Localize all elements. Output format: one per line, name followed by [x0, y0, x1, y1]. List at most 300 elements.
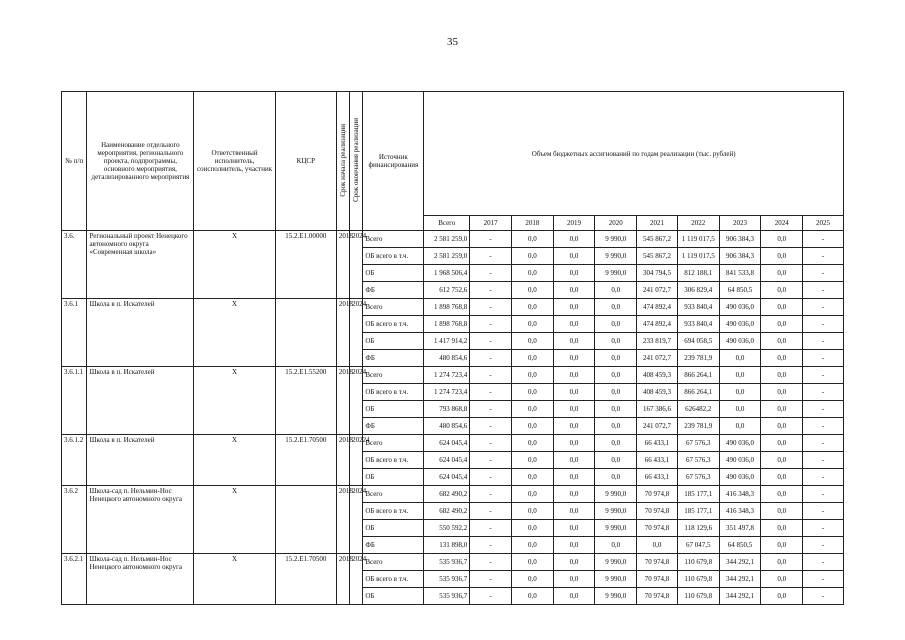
row-value: 0,0 — [511, 248, 553, 265]
row-source: ОБ — [363, 333, 424, 350]
row-value: 545 867,2 — [637, 248, 678, 265]
row-value: 0,0 — [511, 503, 553, 520]
row-value: 0,0 — [553, 401, 595, 418]
row-value: 0,0 — [595, 299, 637, 316]
row-name: Школа в п. Искателей — [87, 299, 194, 367]
row-value: - — [470, 520, 512, 537]
row-value: - — [470, 537, 512, 554]
row-value: 0,0 — [553, 333, 595, 350]
row-value: 0,0 — [511, 554, 553, 571]
row-value: 535 936,7 — [424, 571, 470, 588]
row-value: 682 490,2 — [424, 486, 470, 503]
row-value: 66 433,1 — [637, 452, 678, 469]
header-num: № п/п — [62, 92, 87, 231]
row-end: 2024 — [350, 554, 363, 605]
row-value: 624 045,4 — [424, 469, 470, 486]
row-value: 0,0 — [595, 418, 637, 435]
row-value: 0,0 — [719, 418, 761, 435]
row-source: ОБ всего в т.ч. — [363, 384, 424, 401]
row-value: - — [470, 316, 512, 333]
row-value: - — [470, 435, 512, 452]
row-value: 490 036,0 — [719, 469, 761, 486]
header-name: Наименование отдельного мероприятия, регионального проекта, подпрограммы, основного мероприятия, детализированного мероприятия — [87, 92, 194, 231]
row-value: 0,0 — [553, 384, 595, 401]
row-value: - — [470, 486, 512, 503]
row-value: 9 990,0 — [595, 486, 637, 503]
row-value: 185 177,1 — [677, 486, 719, 503]
row-value: - — [470, 350, 512, 367]
header-end — [350, 92, 363, 231]
header-source: Источник финансирования — [363, 92, 424, 231]
row-value: 66 433,1 — [637, 469, 678, 486]
row-value: 0,0 — [511, 452, 553, 469]
row-value: 0,0 — [511, 350, 553, 367]
row-value: - — [803, 554, 844, 571]
row-source: ОБ — [363, 588, 424, 605]
row-kcsr: 15.2.E1.55200 — [275, 367, 336, 435]
row-value: - — [803, 435, 844, 452]
header-year: 2025 — [803, 216, 844, 231]
row-value: - — [803, 350, 844, 367]
row-start: 2018 — [336, 367, 349, 435]
row-value: 241 072,7 — [637, 418, 678, 435]
row-value: 0,0 — [553, 520, 595, 537]
row-end: 2024 — [350, 231, 363, 299]
header-year: 2023 — [719, 216, 761, 231]
row-value: 233 819,7 — [637, 333, 678, 350]
row-number: 3.6.1 — [62, 299, 87, 367]
row-value: - — [803, 537, 844, 554]
row-value: 1 898 768,8 — [424, 316, 470, 333]
header-volume: Объем бюджетных ассигнований по годам реализации (тыс. рублей) — [424, 92, 844, 216]
row-start: 2018 — [336, 435, 349, 486]
row-value: 474 892,4 — [637, 316, 678, 333]
row-kcsr: 15.2.E1.70500 — [275, 435, 336, 486]
row-value: 0,0 — [595, 316, 637, 333]
row-value: 70 974,8 — [637, 571, 678, 588]
row-number: 3.6.1.1 — [62, 367, 87, 435]
header-year: 2021 — [637, 216, 678, 231]
row-source: Всего — [363, 486, 424, 503]
budget-table — [61, 91, 844, 605]
row-value: 612 752,6 — [424, 282, 470, 299]
row-value: 0,0 — [553, 588, 595, 605]
table-row — [62, 435, 844, 452]
row-end: 2024 — [350, 299, 363, 367]
row-value: 0,0 — [761, 248, 803, 265]
row-value: 351 497,8 — [719, 520, 761, 537]
row-value: - — [470, 248, 512, 265]
row-value: 0,0 — [511, 299, 553, 316]
row-executor: X — [194, 367, 275, 435]
row-value: 0,0 — [719, 350, 761, 367]
row-value: 480 854,6 — [424, 350, 470, 367]
row-kcsr: 15.2.E1.70500 — [275, 554, 336, 605]
row-value: 416 348,3 — [719, 503, 761, 520]
row-value: - — [470, 265, 512, 282]
header-year: 2017 — [470, 216, 512, 231]
row-value: - — [803, 384, 844, 401]
page-number: 35 — [447, 36, 458, 48]
row-value: 793 868,8 — [424, 401, 470, 418]
row-value: 0,0 — [761, 571, 803, 588]
row-value: 408 459,3 — [637, 367, 678, 384]
row-value: 70 974,8 — [637, 588, 678, 605]
row-start: 2018 — [336, 554, 349, 605]
row-value: 0,0 — [761, 537, 803, 554]
row-value: 131 898,0 — [424, 537, 470, 554]
row-value: 490 036,0 — [719, 316, 761, 333]
row-value: 70 974,8 — [637, 554, 678, 571]
row-value: 626482,2 — [677, 401, 719, 418]
row-value: 0,0 — [761, 554, 803, 571]
row-kcsr — [275, 486, 336, 554]
row-name: Школа в п. Искателей — [87, 367, 194, 435]
row-value: 0,0 — [761, 350, 803, 367]
row-value: - — [470, 384, 512, 401]
row-value: 624 045,4 — [424, 452, 470, 469]
row-value: - — [470, 588, 512, 605]
row-value: - — [470, 299, 512, 316]
row-value: 933 840,4 — [677, 299, 719, 316]
row-value: - — [470, 282, 512, 299]
header-year: 2022 — [677, 216, 719, 231]
row-value: 0,0 — [553, 469, 595, 486]
row-value: - — [470, 571, 512, 588]
row-value: 0,0 — [761, 401, 803, 418]
header-year: 2018 — [511, 216, 553, 231]
table-row — [62, 231, 844, 248]
row-value: 0,0 — [511, 469, 553, 486]
row-start: 2018 — [336, 299, 349, 367]
row-value: - — [803, 265, 844, 282]
row-value: 480 854,6 — [424, 418, 470, 435]
row-value: 0,0 — [553, 248, 595, 265]
row-value: 0,0 — [553, 452, 595, 469]
row-value: - — [470, 452, 512, 469]
row-value: 0,0 — [595, 333, 637, 350]
row-value: 535 936,7 — [424, 554, 470, 571]
header-year: 2019 — [553, 216, 595, 231]
row-value: 344 292,1 — [719, 554, 761, 571]
header-year: Всего — [424, 216, 470, 231]
row-value: 0,0 — [553, 554, 595, 571]
row-source: ОБ — [363, 265, 424, 282]
row-value: 0,0 — [595, 537, 637, 554]
row-value: 866 264,1 — [677, 367, 719, 384]
row-value: 0,0 — [595, 469, 637, 486]
row-source: ФБ — [363, 418, 424, 435]
row-value: 0,0 — [761, 588, 803, 605]
row-value: 0,0 — [511, 588, 553, 605]
row-source: ФБ — [363, 282, 424, 299]
row-value: 550 592,2 — [424, 520, 470, 537]
row-value: 0,0 — [553, 350, 595, 367]
row-value: 906 384,3 — [719, 248, 761, 265]
row-start: 2018 — [336, 486, 349, 554]
row-value: 167 386,6 — [637, 401, 678, 418]
row-value: - — [803, 418, 844, 435]
row-value: 9 990,0 — [595, 554, 637, 571]
row-value: 344 292,1 — [719, 588, 761, 605]
header-end-text: Срок окончания реализации — [352, 118, 361, 202]
row-value: 9 990,0 — [595, 571, 637, 588]
row-value: 0,0 — [595, 282, 637, 299]
row-executor: X — [194, 435, 275, 486]
row-value: 841 533,8 — [719, 265, 761, 282]
row-value: 0,0 — [553, 231, 595, 248]
row-value: - — [470, 503, 512, 520]
row-value: 624 045,4 — [424, 435, 470, 452]
row-value: 344 292,1 — [719, 571, 761, 588]
row-value: 9 990,0 — [595, 520, 637, 537]
row-value: - — [803, 520, 844, 537]
row-source: ФБ — [363, 350, 424, 367]
table-row — [62, 554, 844, 571]
row-value: 0,0 — [511, 316, 553, 333]
row-value: 0,0 — [761, 367, 803, 384]
row-source: ОБ — [363, 469, 424, 486]
row-value: 1 898 768,8 — [424, 299, 470, 316]
row-value: 110 679,8 — [677, 588, 719, 605]
row-value: 0,0 — [511, 520, 553, 537]
row-value: - — [803, 469, 844, 486]
row-source: ОБ — [363, 520, 424, 537]
row-value: 0,0 — [595, 401, 637, 418]
row-value: 0,0 — [511, 537, 553, 554]
row-value: 304 794,5 — [637, 265, 678, 282]
row-value: 0,0 — [761, 452, 803, 469]
row-value: 0,0 — [761, 316, 803, 333]
row-value: 682 490,2 — [424, 503, 470, 520]
row-number: 3.6.1.2 — [62, 435, 87, 486]
row-source: ОБ всего в т.ч. — [363, 571, 424, 588]
header-start — [336, 92, 349, 231]
row-value: 185 177,1 — [677, 503, 719, 520]
row-value: 0,0 — [511, 418, 553, 435]
row-value: 2 581 259,0 — [424, 248, 470, 265]
row-value: 241 072,7 — [637, 282, 678, 299]
row-executor: X — [194, 299, 275, 367]
row-executor: X — [194, 231, 275, 299]
row-value: - — [803, 316, 844, 333]
row-value: 0,0 — [553, 503, 595, 520]
row-end: 20224 — [350, 435, 363, 486]
row-source: ОБ — [363, 401, 424, 418]
row-value: 64 850,5 — [719, 537, 761, 554]
row-value: 490 036,0 — [719, 452, 761, 469]
header-executor: Ответственный исполнитель, соисполнитель, участник — [194, 92, 275, 231]
row-value: 0,0 — [553, 265, 595, 282]
row-value: 535 936,7 — [424, 588, 470, 605]
row-executor: X — [194, 554, 275, 605]
row-value: - — [803, 486, 844, 503]
row-value: 1 119 017,5 — [677, 231, 719, 248]
row-value: - — [803, 299, 844, 316]
row-value: 866 264,1 — [677, 384, 719, 401]
row-value: 110 679,8 — [677, 554, 719, 571]
row-value: 0,0 — [511, 265, 553, 282]
row-value: 110 679,8 — [677, 571, 719, 588]
row-value: 0,0 — [595, 435, 637, 452]
row-value: 0,0 — [761, 435, 803, 452]
row-value: - — [803, 367, 844, 384]
row-value: 239 781,9 — [677, 418, 719, 435]
row-value: - — [803, 282, 844, 299]
row-value: 0,0 — [553, 299, 595, 316]
row-value: 0,0 — [761, 231, 803, 248]
row-value: 0,0 — [553, 282, 595, 299]
row-value: 474 892,4 — [637, 299, 678, 316]
row-executor: X — [194, 486, 275, 554]
row-value: 9 990,0 — [595, 503, 637, 520]
row-value: 64 850,5 — [719, 282, 761, 299]
row-value: 0,0 — [595, 384, 637, 401]
row-value: 70 974,8 — [637, 486, 678, 503]
row-value: 1 417 914,2 — [424, 333, 470, 350]
row-value: 0,0 — [553, 367, 595, 384]
row-number: 3.6.2 — [62, 486, 87, 554]
row-value: - — [803, 571, 844, 588]
row-source: ОБ всего в т.ч. — [363, 503, 424, 520]
row-value: 694 058,5 — [677, 333, 719, 350]
row-value: - — [803, 452, 844, 469]
row-source: ОБ всего в т.ч. — [363, 316, 424, 333]
row-value: 0,0 — [761, 469, 803, 486]
header-kcsr: КЦСР — [275, 92, 336, 231]
row-value: 0,0 — [553, 435, 595, 452]
header-year: 2020 — [595, 216, 637, 231]
row-source: Всего — [363, 367, 424, 384]
row-value: 0,0 — [595, 350, 637, 367]
row-value: 67 576,3 — [677, 469, 719, 486]
row-source: Всего — [363, 231, 424, 248]
row-source: Всего — [363, 554, 424, 571]
row-value: 2 581 259,0 — [424, 231, 470, 248]
row-value: - — [803, 588, 844, 605]
row-value: - — [803, 401, 844, 418]
row-value: 0,0 — [595, 367, 637, 384]
row-kcsr: 15.2.E1.00000 — [275, 231, 336, 299]
row-value: 545 867,2 — [637, 231, 678, 248]
row-value: - — [803, 248, 844, 265]
row-value: 812 188,1 — [677, 265, 719, 282]
row-value: 933 840,4 — [677, 316, 719, 333]
row-value: 0,0 — [511, 367, 553, 384]
row-value: - — [803, 333, 844, 350]
row-value: - — [803, 503, 844, 520]
row-value: 0,0 — [511, 571, 553, 588]
header-year: 2024 — [761, 216, 803, 231]
row-value: 0,0 — [511, 384, 553, 401]
row-value: 1 274 723,4 — [424, 384, 470, 401]
row-value: 0,0 — [511, 282, 553, 299]
row-name: Школа-сад п. Нельмин-Нос Ненецкого автономного округа — [87, 554, 194, 605]
row-value: - — [470, 401, 512, 418]
row-value: 0,0 — [719, 384, 761, 401]
row-name: Школа в п. Искателей — [87, 435, 194, 486]
row-source: Всего — [363, 435, 424, 452]
row-value: 0,0 — [553, 537, 595, 554]
row-value: - — [470, 231, 512, 248]
row-end: 2024 — [350, 486, 363, 554]
row-value: 241 072,7 — [637, 350, 678, 367]
row-value: 70 974,8 — [637, 520, 678, 537]
row-value: 67 576,3 — [677, 435, 719, 452]
table-row — [62, 299, 844, 316]
row-source: ОБ всего в т.ч. — [363, 452, 424, 469]
row-value: 0,0 — [553, 571, 595, 588]
row-value: 9 990,0 — [595, 248, 637, 265]
row-value: 490 036,0 — [719, 299, 761, 316]
row-value: 67 047,5 — [677, 537, 719, 554]
row-value: 9 990,0 — [595, 588, 637, 605]
row-value: 1 968 506,4 — [424, 265, 470, 282]
row-value: 66 433,1 — [637, 435, 678, 452]
row-value: 306 829,4 — [677, 282, 719, 299]
table-row — [62, 486, 844, 503]
row-value: 0,0 — [637, 537, 678, 554]
row-value: 118 129,6 — [677, 520, 719, 537]
row-value: - — [470, 469, 512, 486]
row-source: ФБ — [363, 537, 424, 554]
row-value: 0,0 — [761, 418, 803, 435]
row-value: 239 781,9 — [677, 350, 719, 367]
row-value: 0,0 — [511, 333, 553, 350]
row-value: - — [470, 418, 512, 435]
row-value: 0,0 — [761, 486, 803, 503]
row-value: 416 348,3 — [719, 486, 761, 503]
row-value: 490 036,0 — [719, 333, 761, 350]
row-value: 0,0 — [595, 452, 637, 469]
row-value: 0,0 — [511, 231, 553, 248]
row-value: 0,0 — [761, 520, 803, 537]
row-value: 408 459,3 — [637, 384, 678, 401]
row-kcsr — [275, 299, 336, 367]
row-value: 9 990,0 — [595, 231, 637, 248]
row-source: ОБ всего в т.ч. — [363, 248, 424, 265]
row-value: 490 036,0 — [719, 435, 761, 452]
row-value: 0,0 — [761, 384, 803, 401]
row-end: 2024 — [350, 367, 363, 435]
row-value: 0,0 — [761, 503, 803, 520]
row-number: 3.6. — [62, 231, 87, 299]
row-number: 3.6.2.1 — [62, 554, 87, 605]
row-value: 1 274 723,4 — [424, 367, 470, 384]
row-start: 2018 — [336, 231, 349, 299]
row-value: 67 576,3 — [677, 452, 719, 469]
row-value: 0,0 — [553, 316, 595, 333]
row-value: - — [470, 333, 512, 350]
row-value: 0,0 — [761, 282, 803, 299]
row-name: Региональный проект Ненецкого автономного округа «Современная школа» — [87, 231, 194, 299]
row-name: Школа-сад п. Нельмин-Нос Ненецкого автономного округа — [87, 486, 194, 554]
row-value: 1 119 017,5 — [677, 248, 719, 265]
row-value: 0,0 — [553, 418, 595, 435]
row-value: - — [803, 231, 844, 248]
row-value: 70 974,8 — [637, 503, 678, 520]
row-value: 9 990,0 — [595, 265, 637, 282]
row-value: 0,0 — [511, 435, 553, 452]
row-value: 0,0 — [761, 333, 803, 350]
row-value: 0,0 — [511, 486, 553, 503]
row-value: - — [470, 367, 512, 384]
row-value: 0,0 — [761, 265, 803, 282]
row-value: 0,0 — [719, 367, 761, 384]
table-body — [62, 231, 844, 605]
row-value: - — [470, 554, 512, 571]
row-source: Всего — [363, 299, 424, 316]
